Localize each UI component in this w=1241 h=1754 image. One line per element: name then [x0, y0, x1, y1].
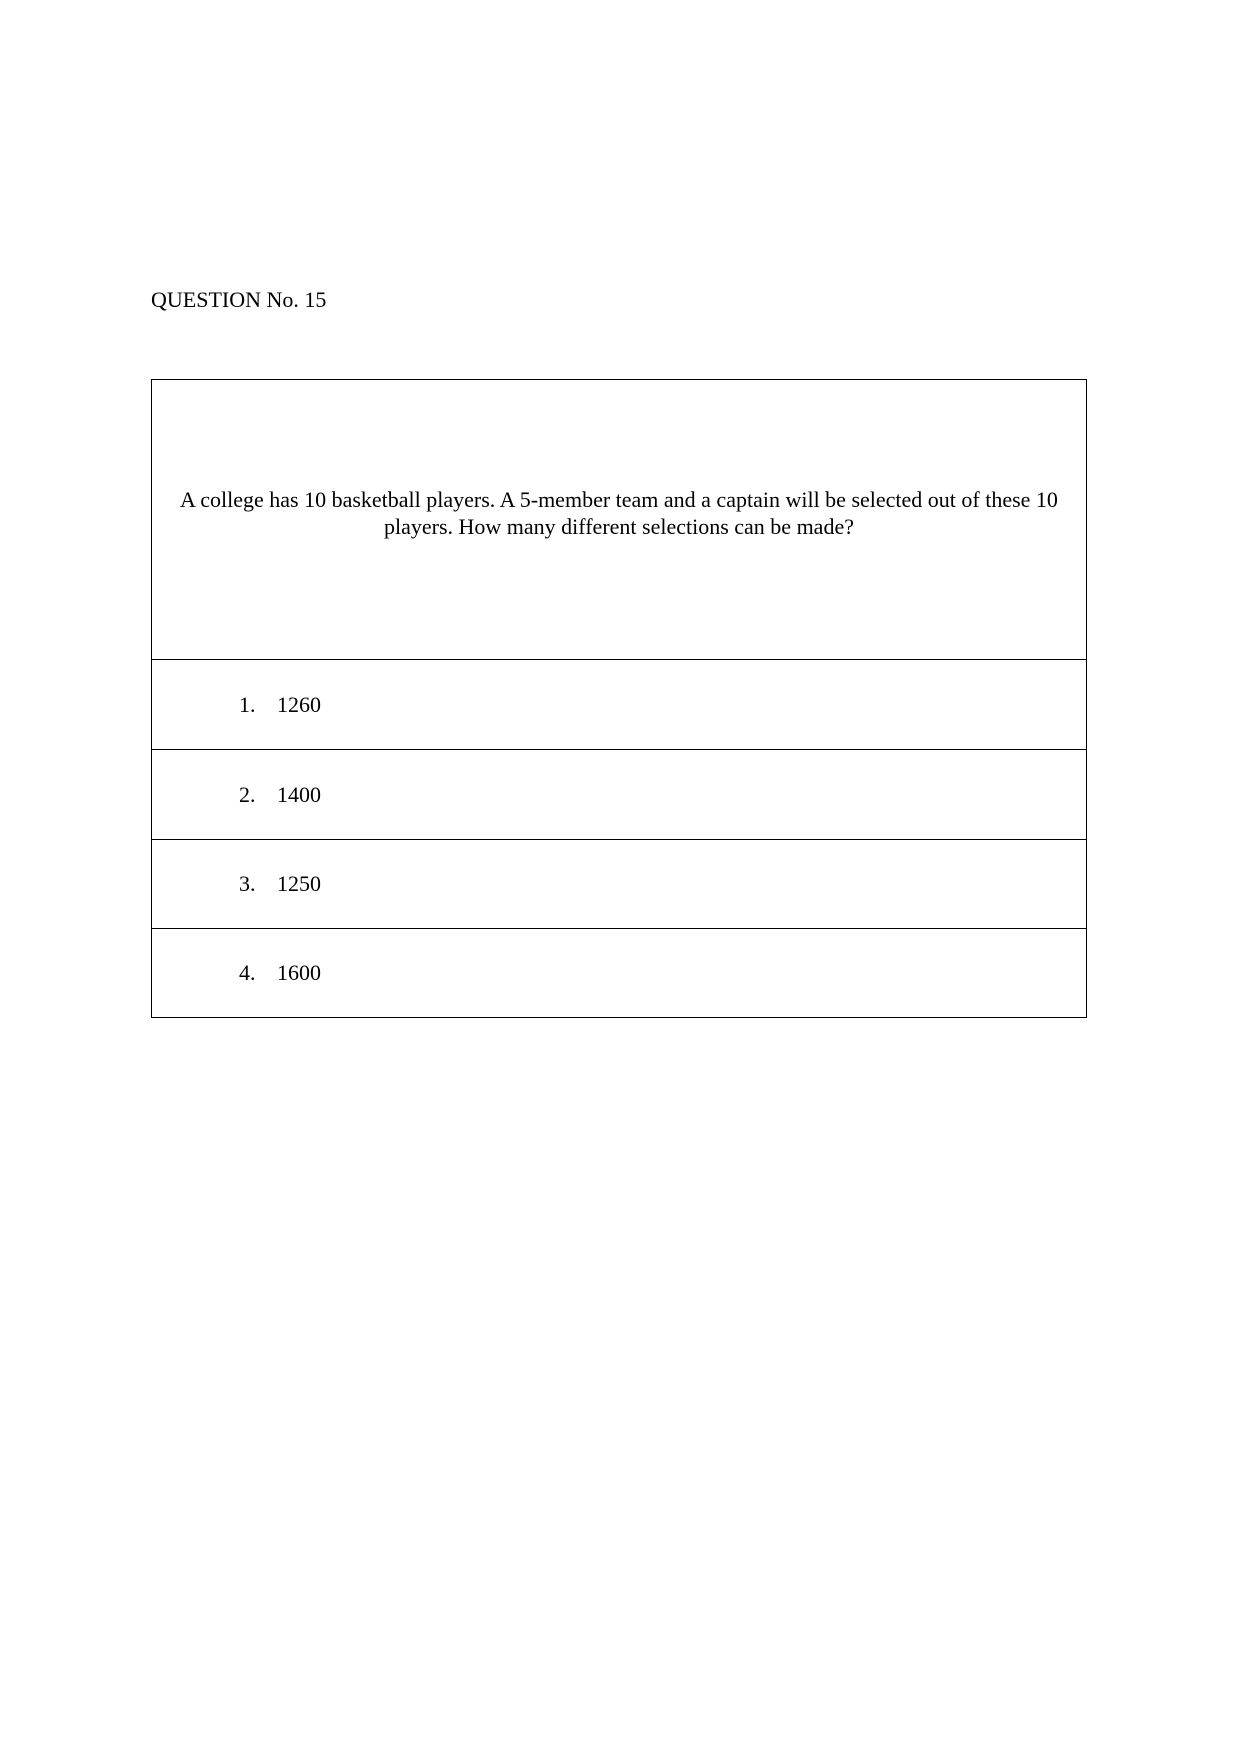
question-stem-row: [152, 380, 1087, 660]
question-table: [151, 379, 1087, 1018]
option-number: 3.: [239, 871, 256, 896]
option-value: 1400: [277, 781, 321, 807]
option-cell: [152, 660, 1087, 750]
option-value: 1250: [277, 871, 321, 896]
option-row: [152, 660, 1087, 750]
option-number: 1.: [239, 691, 256, 717]
option-value: 1260: [277, 691, 321, 717]
option-row: [152, 929, 1087, 1018]
option-cell: [152, 750, 1087, 840]
question-heading: QUESTION No. 15: [151, 287, 327, 312]
question-stem: A college has 10 basketball players. A 5-member team and a captain will be selected out of these 10 players. How many different selections can be made?: [152, 380, 1087, 660]
option-number: 2.: [239, 781, 256, 807]
option-number: 4.: [239, 960, 256, 985]
option-value: 1600: [277, 960, 321, 985]
option-row: [152, 750, 1087, 840]
option-cell: [152, 840, 1087, 929]
option-row: [152, 840, 1087, 929]
option-cell: [152, 929, 1087, 1018]
